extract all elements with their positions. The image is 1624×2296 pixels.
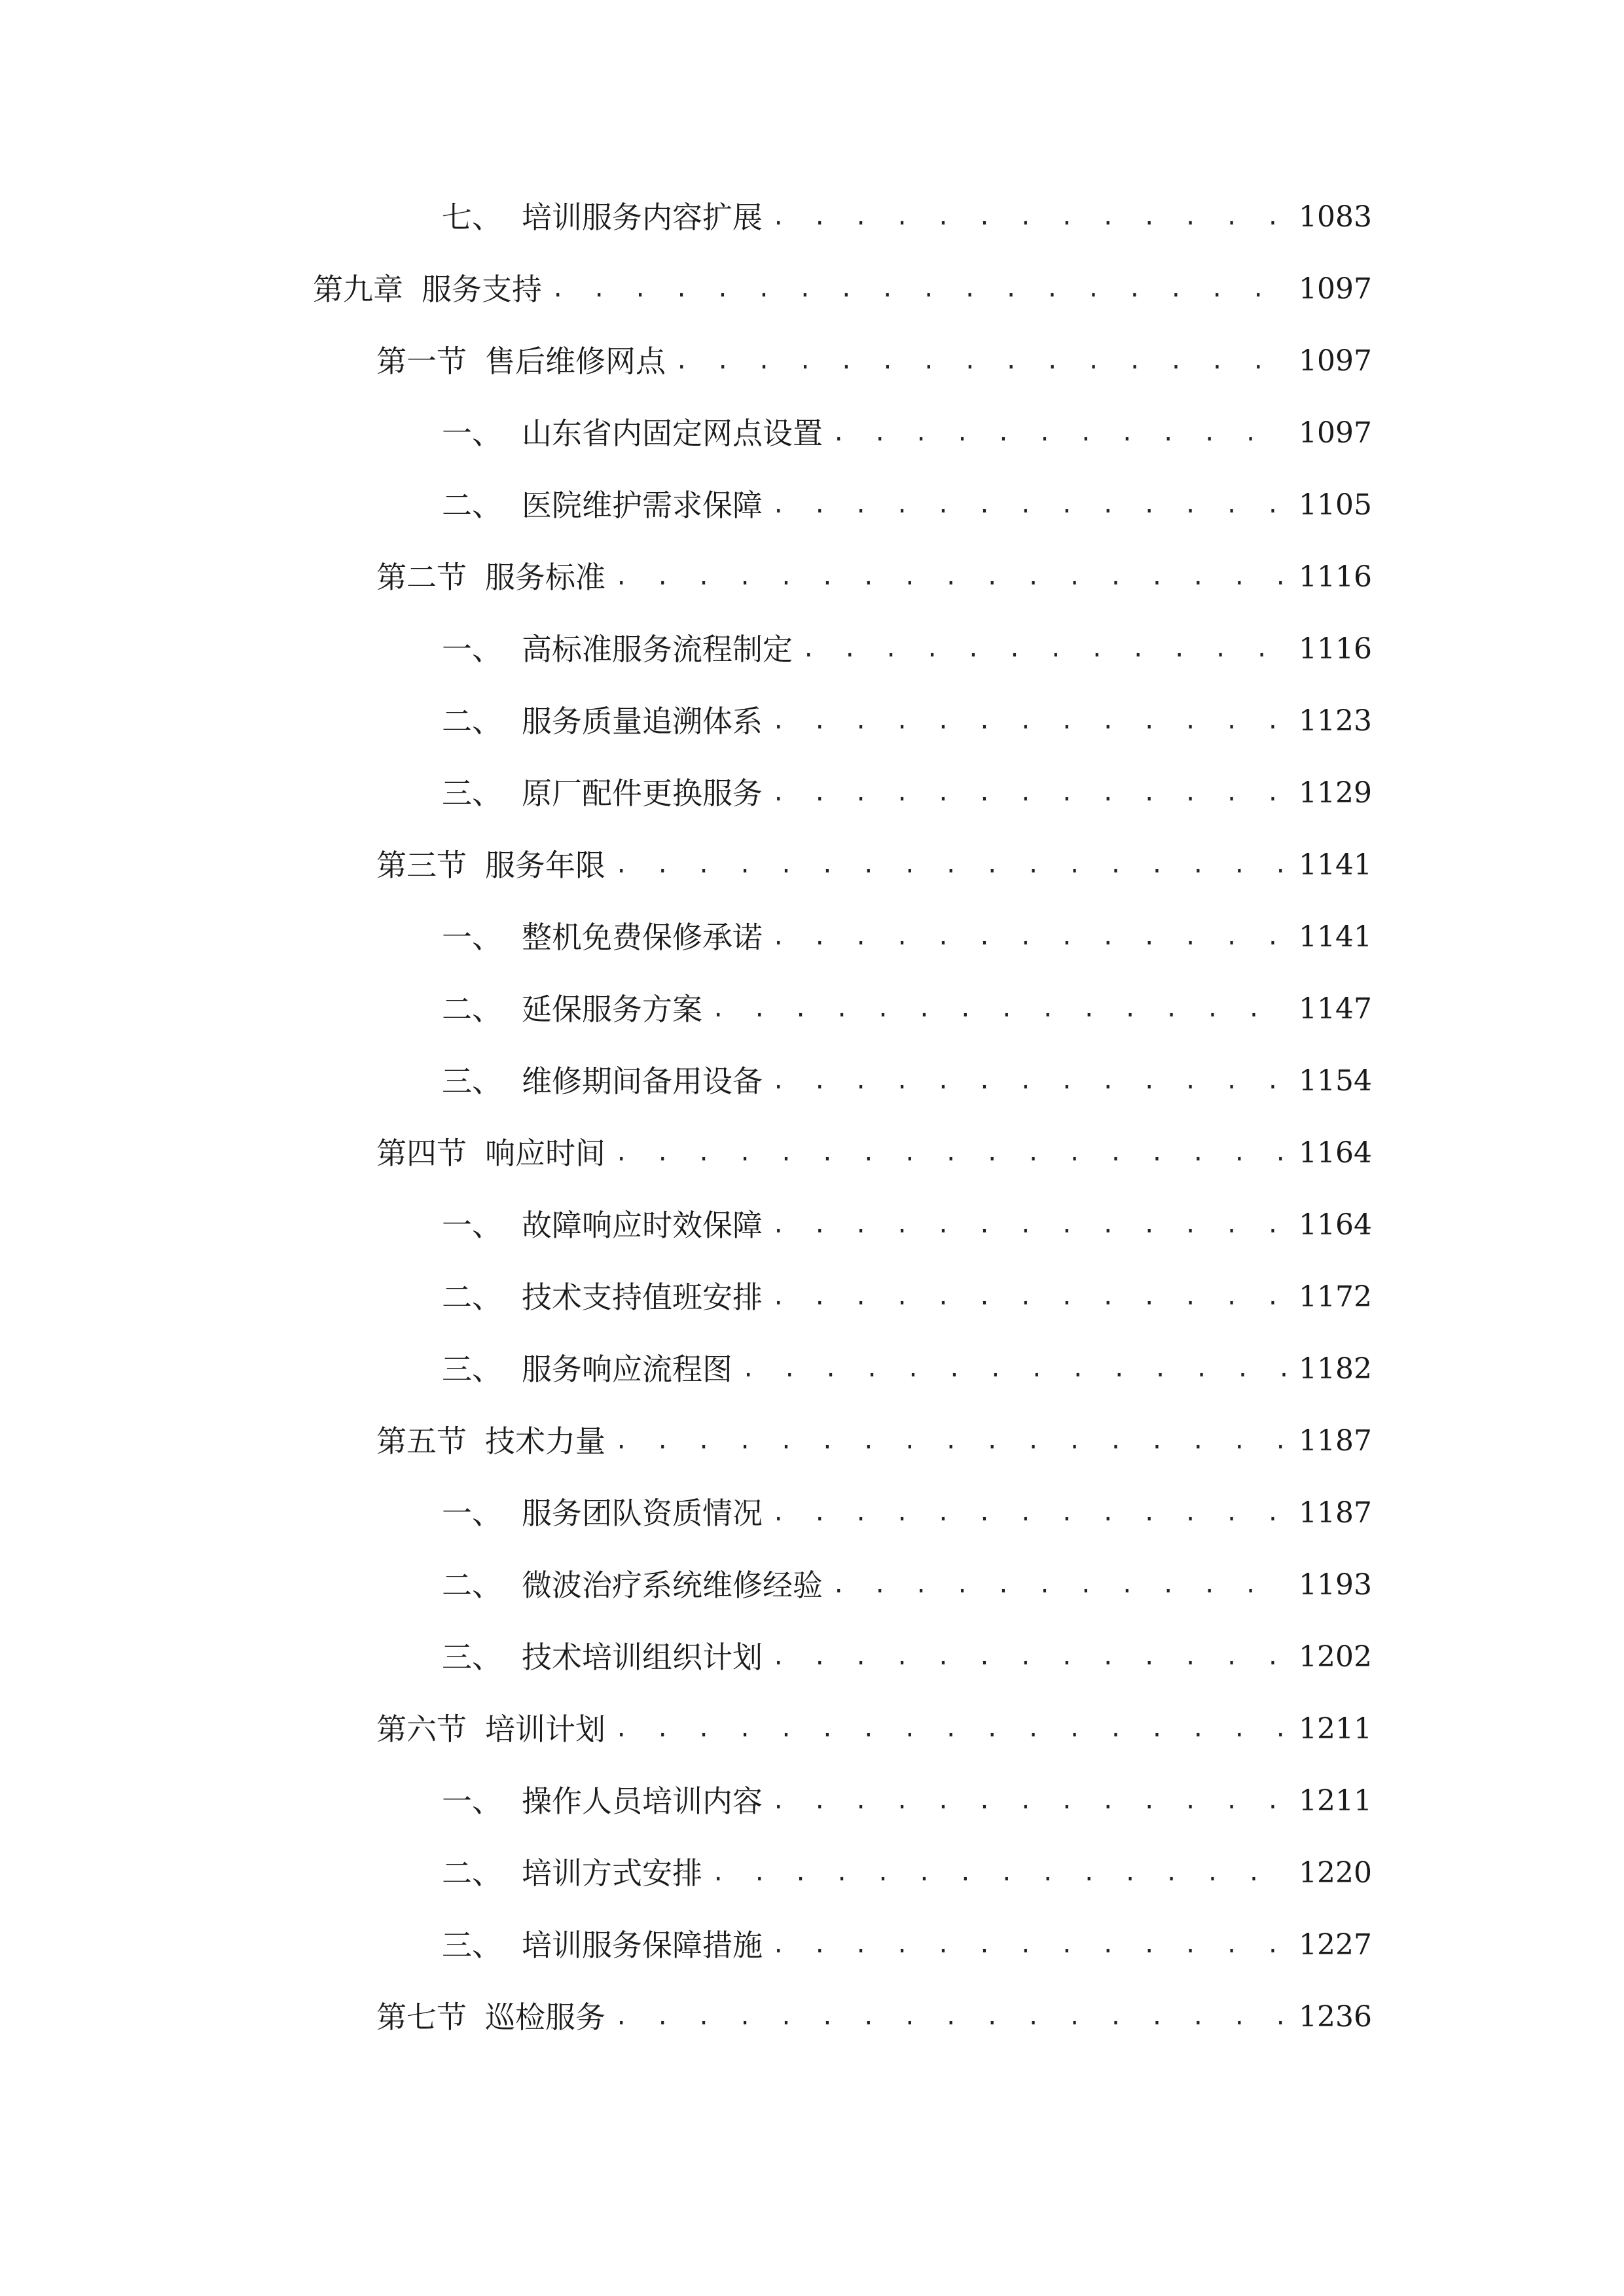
toc-entry-page: 1182 [1299,1352,1372,1386]
toc-entry-page: 1097 [1299,416,1372,450]
toc-entry-title: 整机免费保修承诺 [522,920,763,955]
toc-entry-number: 一、 [442,632,502,667]
toc-entry-number: 三、 [442,776,502,811]
toc-entry-number: 二、 [442,704,502,739]
dot-leader [772,1922,1290,1968]
toc-entry-title: 服务标准 [485,560,605,595]
toc-entry-title: 山东省内固定网点设置 [522,416,823,451]
dot-leader [772,1274,1290,1320]
toc-entry[interactable] [442,1778,1372,1824]
toc-entry-title: 医院维护需求保障 [522,488,763,523]
toc-entry-section[interactable] [376,1418,1372,1464]
toc-entry-page: 1116 [1299,560,1372,594]
toc-entry-page: 1147 [1299,992,1372,1026]
toc-entry-number: 第一节 [376,344,467,379]
toc-entry-page: 1220 [1299,1856,1372,1890]
toc-entry-title: 培训服务内容扩展 [522,200,763,235]
toc-entry[interactable] [442,1490,1372,1536]
toc-entry-section[interactable] [376,842,1372,888]
toc-entry[interactable] [442,1202,1372,1248]
dot-leader [772,194,1290,240]
toc-entry-title: 技术支持值班安排 [522,1280,763,1315]
dot-leader [772,914,1290,960]
toc-entry[interactable] [442,194,1372,240]
toc-entry-number: 第四节 [376,1136,467,1171]
toc-entry-section[interactable] [376,1130,1372,1176]
toc-entry-page: 1236 [1299,2000,1372,2034]
toc-entry-title: 延保服务方案 [522,992,702,1027]
toc-entry-title: 服务质量追溯体系 [522,704,763,739]
toc-entry-page: 1105 [1299,488,1372,522]
toc-entry-number: 七、 [442,200,502,235]
toc-entry[interactable] [442,626,1372,672]
toc-entry-number: 第九章 [313,272,403,307]
toc-entry-page: 1187 [1299,1424,1372,1458]
dot-leader [802,626,1290,672]
dot-leader [832,1562,1290,1608]
toc-entry-page: 1227 [1299,1928,1372,1962]
toc-entry-number: 一、 [442,1496,502,1531]
dot-leader [615,1130,1290,1176]
dot-leader [551,266,1290,312]
toc-entry-page: 1116 [1299,632,1372,666]
dot-leader [712,1850,1290,1896]
toc-entry[interactable] [442,914,1372,960]
toc-entry-number: 二、 [442,992,502,1027]
toc-entry-title: 巡检服务 [485,2000,605,2035]
toc-entry-title: 服务响应流程图 [522,1352,732,1387]
toc-entry-number: 第三节 [376,848,467,883]
toc-entry-number: 第二节 [376,560,467,595]
toc-entry[interactable] [442,1562,1372,1608]
dot-leader [832,410,1290,456]
toc-entry-page: 1097 [1299,344,1372,378]
dot-leader [772,1490,1290,1536]
toc-entry-number: 三、 [442,1928,502,1963]
dot-leader [615,1418,1290,1464]
dot-leader [772,1202,1290,1248]
toc-entry-page: 1164 [1299,1136,1372,1170]
toc-entry-number: 一、 [442,416,502,451]
toc-entry-number: 三、 [442,1064,502,1099]
toc-entry[interactable] [442,1274,1372,1320]
toc-entry-title: 培训服务保障措施 [522,1928,763,1963]
toc-entry-page: 1154 [1299,1064,1372,1098]
dot-leader [772,1634,1290,1680]
toc-entry-page: 1211 [1299,1712,1372,1746]
dot-leader [615,842,1290,888]
toc-entry-title: 响应时间 [485,1136,605,1171]
toc-entry-title: 服务年限 [485,848,605,883]
toc-entry-title: 服务支持 [422,272,542,307]
toc-entry-page: 1141 [1299,848,1372,882]
toc-entry-page: 1129 [1299,776,1372,810]
toc-entry-number: 二、 [442,1568,502,1603]
toc-entry[interactable] [442,1850,1372,1896]
toc-entry[interactable] [442,1058,1372,1104]
toc-entry-section[interactable] [376,1994,1372,2040]
toc-entry-number: 第六节 [376,1712,467,1747]
dot-leader [772,1778,1290,1824]
toc-entry-page: 1097 [1299,272,1372,306]
toc-entry[interactable] [442,698,1372,744]
toc-entry-title: 培训方式安排 [522,1856,702,1891]
toc-entry-number: 二、 [442,1856,502,1891]
dot-leader [772,698,1290,744]
toc-entry-page: 1202 [1299,1640,1372,1674]
toc-entry-section[interactable] [376,1706,1372,1752]
toc-entry-page: 1172 [1299,1280,1372,1314]
toc-entry-number: 一、 [442,1208,502,1243]
toc-entry-title: 微波治疗系统维修经验 [522,1568,823,1603]
dot-leader [712,986,1290,1032]
toc-entry-number: 二、 [442,488,502,523]
toc-entry[interactable] [442,1922,1372,1968]
toc-entry-page: 1187 [1299,1496,1372,1530]
toc-entry-title: 技术力量 [485,1424,605,1459]
toc-entry[interactable] [442,1634,1372,1680]
toc-entry-section[interactable] [376,338,1372,384]
toc-entry[interactable] [442,986,1372,1032]
toc-entry-title: 高标准服务流程制定 [522,632,793,667]
toc-entry-page: 1211 [1299,1784,1372,1818]
toc-entry-title: 培训计划 [485,1712,605,1747]
toc-entry-number: 二、 [442,1280,502,1315]
toc-entry-title: 维修期间备用设备 [522,1064,763,1099]
toc-entry-number: 三、 [442,1352,502,1387]
toc-entry-title: 服务团队资质情况 [522,1496,763,1531]
dot-leader [772,770,1290,816]
dot-leader [772,482,1290,528]
dot-leader [615,554,1290,600]
toc-entry-title: 售后维修网点 [485,344,666,379]
toc-entry-page: 1141 [1299,920,1372,954]
toc-entry[interactable] [442,410,1372,456]
toc-entry-section[interactable] [376,554,1372,600]
toc-entry-number: 第七节 [376,2000,467,2035]
toc-entry-title: 故障响应时效保障 [522,1208,763,1243]
toc-entry-page: 1164 [1299,1208,1372,1242]
toc-entry-number: 一、 [442,1784,502,1819]
toc-entry[interactable] [442,1346,1372,1392]
toc-entry-title: 操作人员培训内容 [522,1784,763,1819]
dot-leader [615,1994,1290,2040]
toc-entry[interactable] [442,770,1372,816]
dot-leader [772,1058,1290,1104]
toc-entry-number: 第五节 [376,1424,467,1459]
dot-leader [675,338,1290,384]
toc-entry-number: 三、 [442,1640,502,1675]
toc-entry-page: 1083 [1299,200,1372,234]
toc-entry-title: 技术培训组织计划 [522,1640,763,1675]
toc-entry-title: 原厂配件更换服务 [522,776,763,811]
toc-entry-chapter[interactable] [313,266,1372,312]
toc-entry-page: 1193 [1299,1568,1372,1602]
toc-entry[interactable] [442,482,1372,528]
dot-leader [615,1706,1290,1752]
toc-entry-number: 一、 [442,920,502,955]
toc-entry-page: 1123 [1299,704,1372,738]
dot-leader [742,1346,1290,1392]
